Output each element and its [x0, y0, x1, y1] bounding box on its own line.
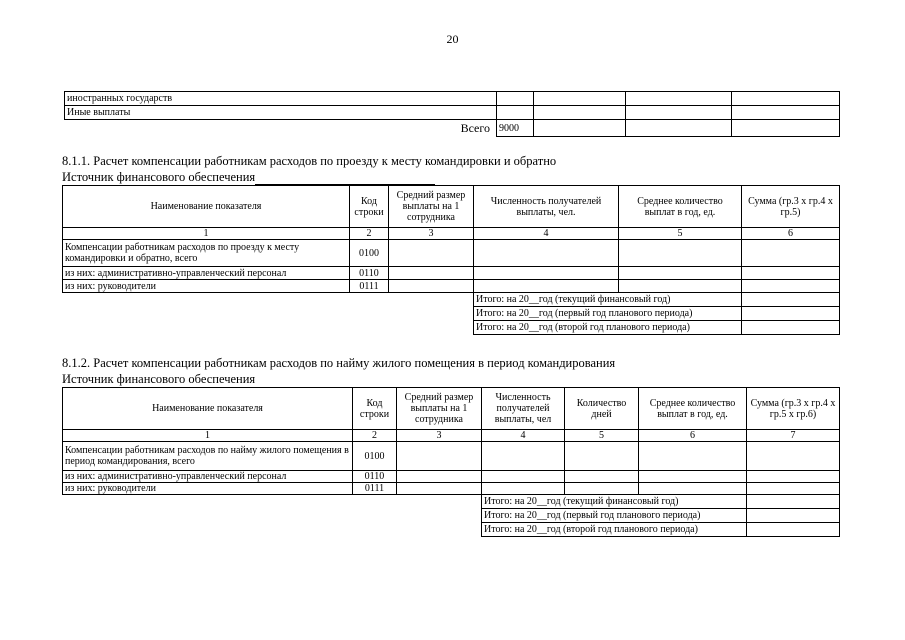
header-cell: Количество дней [565, 388, 639, 430]
row-code: 0110 [353, 471, 397, 483]
value-cell[interactable] [747, 471, 840, 483]
section1-source [62, 170, 435, 185]
row-code: 0110 [350, 267, 389, 280]
value-cell[interactable] [397, 483, 482, 495]
header-cell: Среднее количество выплат в год, ед. [619, 186, 742, 228]
header-cell: Наименование показателя [63, 186, 350, 228]
row-name: из них: административно-управленческий персонал [63, 267, 350, 280]
value-cell[interactable] [397, 442, 482, 471]
value-cell[interactable] [565, 471, 639, 483]
total-value[interactable] [742, 293, 840, 307]
value-cell[interactable] [474, 267, 619, 280]
value-cell[interactable] [565, 442, 639, 471]
value-cell[interactable] [389, 240, 474, 267]
total-value[interactable] [747, 509, 840, 523]
total-row-label: Итого: на 20__год (первый год планового периода) [482, 509, 747, 523]
value-cell[interactable] [482, 483, 565, 495]
total-label: Всего [460, 120, 490, 135]
value-cell[interactable] [639, 471, 747, 483]
section1-heading: 8.1.1. Расчет компенсации работникам расходов по проезду к месту командировки и обратно [62, 154, 557, 168]
source-field[interactable] [255, 172, 435, 185]
column-number: 1 [63, 228, 350, 240]
column-number: 6 [639, 430, 747, 442]
column-number: 1 [63, 430, 353, 442]
header-cell: Среднее количество выплат в год, ед. [639, 388, 747, 430]
column-number: 6 [742, 228, 840, 240]
column-number: 4 [474, 228, 619, 240]
column-number: 3 [397, 430, 482, 442]
value-cell[interactable] [482, 471, 565, 483]
header-cell: Код строки [353, 388, 397, 430]
column-number: 2 [353, 430, 397, 442]
section2-source [62, 372, 255, 387]
top-row-label: иностранных государств [65, 92, 497, 106]
value-cell[interactable] [474, 280, 619, 293]
total-code: 9000 [497, 120, 534, 137]
row-code: 0100 [350, 240, 389, 267]
total-value[interactable] [747, 523, 840, 537]
value-cell[interactable] [482, 442, 565, 471]
value-cell[interactable] [565, 483, 639, 495]
row-name: из них: руководители [63, 483, 353, 495]
total-row-label: Итого: на 20__год (текущий финансовый год) [482, 495, 747, 509]
header-cell: Средний размер выплаты на 1 сотрудника [389, 186, 474, 228]
value-cell[interactable] [619, 280, 742, 293]
total-row-label: Итого: на 20__год (второй год планового периода) [482, 523, 747, 537]
row-name: Компенсации работникам расходов по найму жилого помещения в период командирования, всего [63, 442, 353, 471]
header-cell: Численность получателей выплаты, чел [482, 388, 565, 430]
total-value[interactable] [742, 321, 840, 335]
value-cell[interactable] [389, 280, 474, 293]
row-code: 0111 [350, 280, 389, 293]
value-cell[interactable] [639, 442, 747, 471]
total-value[interactable] [747, 495, 840, 509]
top-table [64, 91, 840, 137]
column-number: 2 [350, 228, 389, 240]
value-cell[interactable] [619, 267, 742, 280]
row-name: из них: руководители [63, 280, 350, 293]
page-number: 20 [446, 32, 459, 46]
header-cell: Средний размер выплаты на 1 сотрудника [397, 388, 482, 430]
value-cell[interactable] [742, 280, 840, 293]
value-cell[interactable] [742, 240, 840, 267]
source-label: Источник финансового обеспечения [62, 170, 256, 184]
value-cell[interactable] [639, 483, 747, 495]
section1-table [62, 185, 840, 335]
source-label: Источник финансового обеспечения [62, 372, 256, 386]
column-number: 5 [619, 228, 742, 240]
top-row-label: Иные выплаты [65, 106, 497, 120]
column-number: 7 [747, 430, 840, 442]
value-cell[interactable] [474, 240, 619, 267]
section2-table [62, 387, 840, 537]
value-cell[interactable] [397, 471, 482, 483]
total-row-label: Итого: на 20__год (первый год планового периода) [474, 307, 742, 321]
value-cell[interactable] [747, 483, 840, 495]
row-name: Компенсации работникам расходов по проезду к месту командировки и обратно, всего [63, 240, 350, 267]
total-value[interactable] [742, 307, 840, 321]
value-cell[interactable] [747, 442, 840, 471]
value-cell[interactable] [619, 240, 742, 267]
header-cell: Сумма (гр.3 x гр.4 x гр.5) [742, 186, 840, 228]
total-row-label: Итого: на 20__год (текущий финансовый год) [474, 293, 742, 307]
header-cell: Наименование показателя [63, 388, 353, 430]
column-number: 3 [389, 228, 474, 240]
header-cell: Код строки [350, 186, 389, 228]
row-name: из них: административно-управленческий персонал [63, 471, 353, 483]
total-row-label: Итого: на 20__год (второй год планового периода) [474, 321, 742, 335]
header-cell: Численность получателей выплаты, чел. [474, 186, 619, 228]
section2-heading: 8.1.2. Расчет компенсации работникам расходов по найму жилого помещения в период командирования [62, 356, 616, 370]
row-code: 0111 [353, 483, 397, 495]
value-cell[interactable] [742, 267, 840, 280]
header-cell: Сумма (гр.3 x гр.4 x гр.5 x гр.6) [747, 388, 840, 430]
column-number: 4 [482, 430, 565, 442]
column-number: 5 [565, 430, 639, 442]
row-code: 0100 [353, 442, 397, 471]
value-cell[interactable] [389, 267, 474, 280]
